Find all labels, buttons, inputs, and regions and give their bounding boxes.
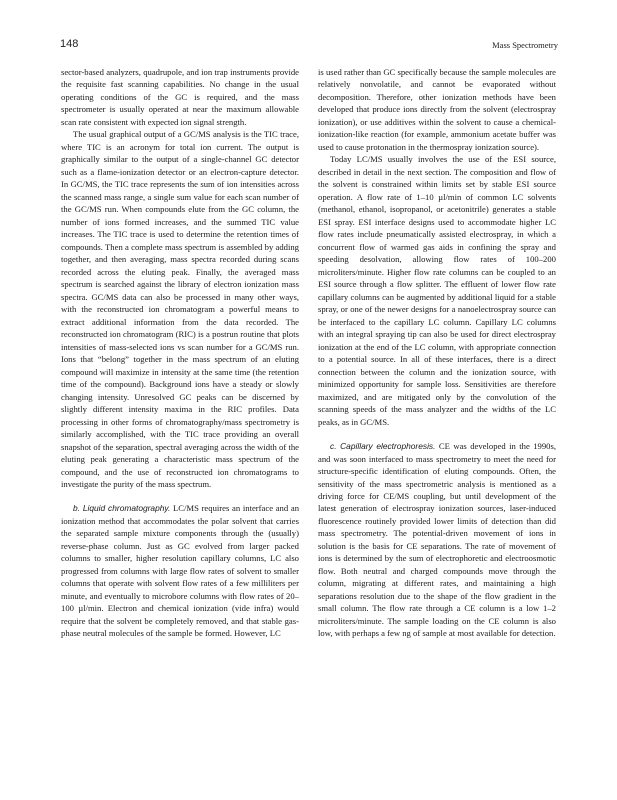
right-paragraph-1: is used rather than GC specifically because the sample molecules are relatively nonvolatile, and cannot be evaporated without decomposition. Therefore, other ionization methods have been developed that produce ions directly from the solvent (electrospray ionization), or use additives within the solvent to cause a chemical-ionization-like reaction (for example, ammonium acetate buffer was used to cause protonation in the thermospray ionization source). <box>318 67 556 152</box>
right-paragraph-3-text: CE was developed in the 1990s, and was soon interfaced to mass spectrometry to meet the need for structure-specific identification of eluting compounds. Often, the sensitivity of the mass spectrometric analysis is mentioned as a driving force for CE/MS coupling, but until development of the latest generation of electrospray ionization sources, laser-induced fluorescence routinely provided lower limits of detection than did mass spectrometry. The potential-driven movement of ions in solution is the basis for CE separations. The rate of movement of ions is determined by the sum of electrophoretic and electroosmotic flow. Both neutral and charged compounds move through the column, migrating at different rates, and maintaining a high separations resolution due to the shape of the flow gradient in the small column. The flow rate through a CE column is a low 1–2 microliters/minute. The sample loading on the CE column is also low, with perhaps a few ng of sample at most available for detection. <box>318 441 556 639</box>
section-heading-liquid-chromatography: b. Liquid chromatography. <box>73 503 171 514</box>
left-column <box>61 66 299 640</box>
right-column <box>318 66 556 640</box>
section-heading-capillary-electrophoresis: c. Capillary electrophoresis. <box>330 441 436 452</box>
running-head: Mass Spectrometry <box>492 40 558 50</box>
right-paragraph-2: Today LC/MS usually involves the use of the ESI source, described in detail in the next section. The composition and flow of the solvent is constrained within limits set by stable ESI source operation. A flow rate of 1–10 µl/min of common LC solvents (methanol, ethanol, isopropanol, or acetonitrile) generates a stable ESI spray. ESI interface designs used to accommodate higher LC flow rates include pneumatically assisted electrospray, in which a concurrent flow of warmed gas aids in confining the spray and speeding desolvation, allowing flow rates of 100–200 microliters/minute. Higher flow rate columns can be coupled to an ESI source through a flow splitter. The effluent of lower flow rate capillary columns can be augmented by additional liquid for a stable spray, or one of the newer designs for a nanoelectrospray source can be interfaced to the capillary LC column. Capillary LC columns with an integral spraying tip can also be used for direct electrospray ionization at the end of the LC column, with appropriate connection to a potential source. In all of these interfaces, there is a direct connection between the column and the ionization source, with minimized opportunity for sample loss. Sensitivities are therefore maximized, and are mitigated only by the convolution of the scanning speeds of the mass analyzer and the widths of the LC peaks, as in GC/MS. <box>318 154 556 427</box>
left-paragraph-1: sector-based analyzers, quadrupole, and ion trap instruments provide the requisite fast scanning capabilities. No change in the usual operating conditions of the GC is required, and the mass spectrometer is usually operated at near the maximum allowable scan rate consistent with expected ion signal strength. <box>61 67 299 127</box>
left-paragraph-2: The usual graphical output of a GC/MS analysis is the TIC trace, where TIC is an acronym for total ion current. The output is graphically similar to the output of a single-channel GC detector such as a flame-ionization detector or an electron-capture detector. In GC/MS, the TIC trace represents the sum of ion intensities across the scanned mass range, a single sum value for each scan number of the GC/MS run. When compounds elute from the GC column, the number of ions formed increases, and the summed TIC value increases. The TIC trace is used to determine the retention times of compounds. Then a complete mass spectrum is assembled by adding together, and then averaging, mass spectra recorded during scans recorded across the eluting peak. Finally, the averaged mass spectrum is searched against the library of electron ionization mass spectra. GC/MS data can also be processed in many other ways, with the reconstructed ion chromatogram a powerful means to extract additional information from the data recorded. The reconstructed ion chromatogram (RIC) is a postrun routine that plots intensities of mass-selected ions vs scan number for a GC/MS run. Ions that “belong” together in the mass spectrum of an eluting compound will maximize in intensity at the same time (the retention time of the compound). Background ions have a steady or slowly changing intensity. Unresolved GC peaks can be discerned by slightly different intensity maxima in the RIC profiles. Data processing in other forms of chromatography/mass spectrometry is similarly accomplished, with the TIC trace providing an overall snapshot of the separation, spectral averaging across the width of the eluting peak generating a characteristic mass spectrum of the compound, and the use of reconstructed ion chromatograms to investigate the purity of the mass spectrum. <box>61 129 299 489</box>
page-number: 148 <box>60 38 79 50</box>
left-paragraph-3 <box>61 502 299 639</box>
left-paragraph-3-text: LC/MS requires an interface and an ionization method that accommodates the polar solvent that carries the separated sample mixture components through the (usually) reverse-phase column. Just as GC evolved from larger packed columns to smaller, higher resolution capillary columns, LC also progressed from columns with large flow rates of solvent to smaller columns that operate with solvent flow rates of a few milliliters per minute, and eventually to microbore columns with flow rates of 20–100 µl/min. Electron and chemical ionization (vide infra) would require that the solvent be completely removed, and that stable gas-phase neutral molecules of the sample be formed. However, LC <box>61 503 300 639</box>
right-paragraph-3 <box>318 440 556 640</box>
